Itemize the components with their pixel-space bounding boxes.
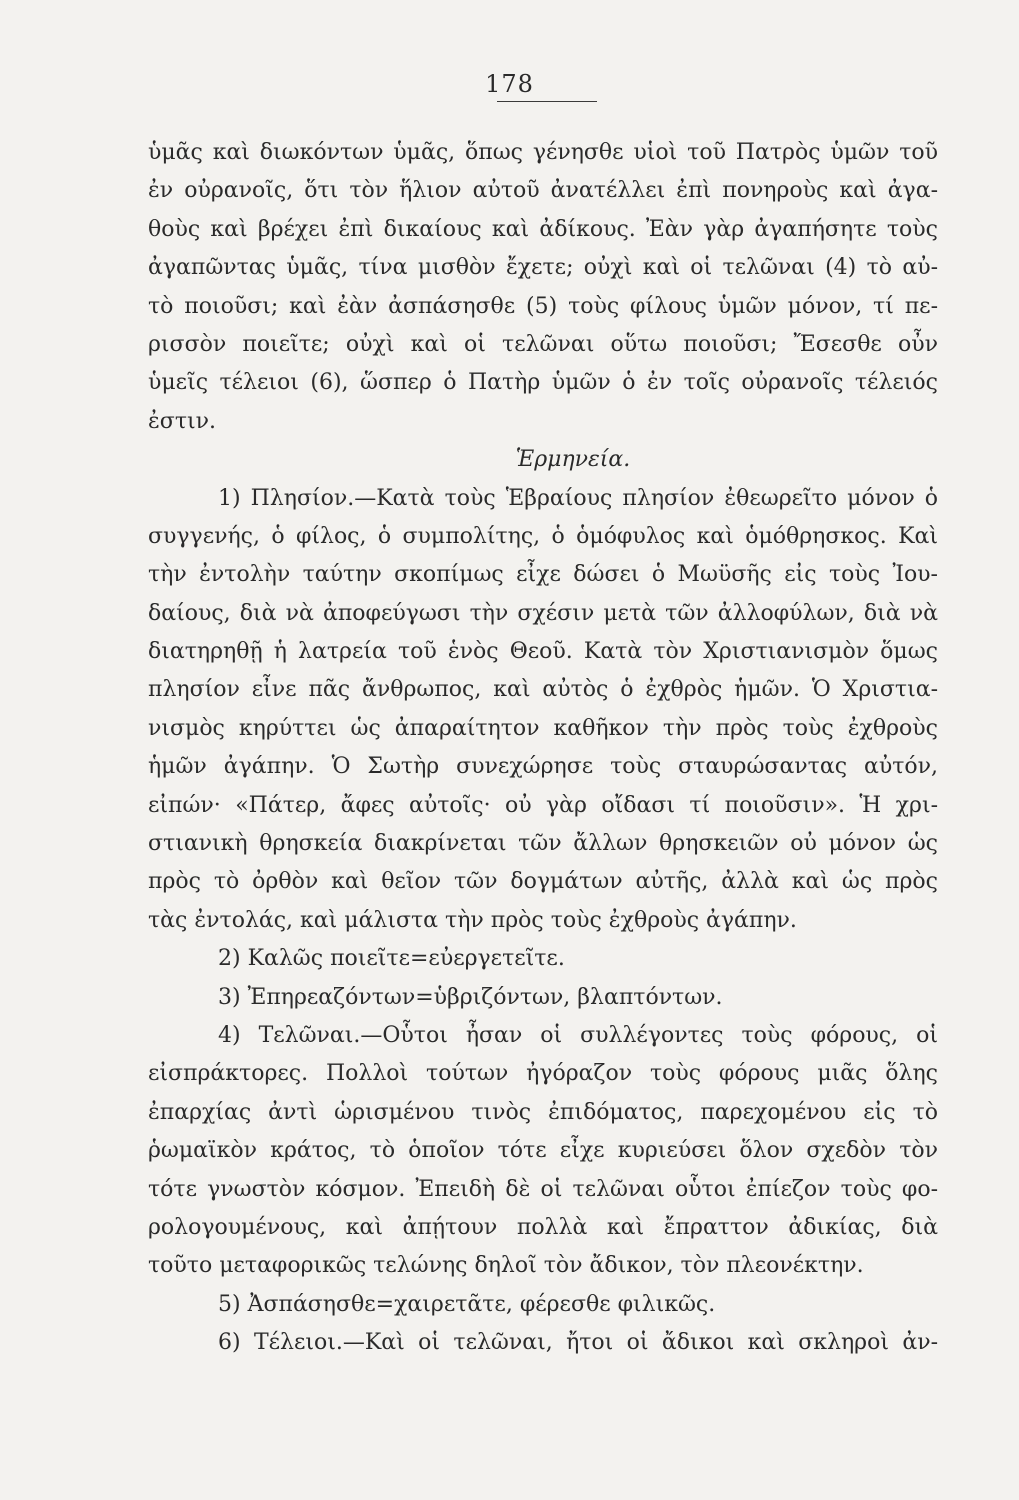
text-line: 6) Τέλειοι.—Καὶ οἱ τελῶναι, ἤτοι οἱ ἄδικοι καὶ σκληροὶ ἀν- bbox=[218, 1330, 938, 1356]
text-line: νισμὸς κηρύττει ὡς ἀπαραίτητον καθῆκον τὴν πρὸς τοὺς ἐχθροὺς bbox=[148, 715, 938, 741]
text-line: τὴν ἐντολὴν ταύτην σκοπίμως εἶχε δώσει ὁ Μωϋσῆς εἰς τοὺς Ἰου- bbox=[148, 562, 938, 588]
text-line: ἡμῶν ἀγάπην. Ὁ Σωτὴρ συνεχώρησε τοὺς σταυρώσαντας αὐτόν, bbox=[148, 754, 938, 780]
text-line: πλησίον εἶνε πᾶς ἄνθρωπος, καὶ αὐτὸς ὁ ἐχθρὸς ἡμῶν. Ὁ Χριστια- bbox=[148, 677, 938, 703]
text-line: εἰσπράκτορες. Πολλοὶ τούτων ἠγόραζον τοὺς φόρους μιᾶς ὅλης bbox=[148, 1061, 938, 1087]
text-line: τὸ ποιοῦσι; καὶ ἐὰν ἀσπάσησθε (5) τοὺς φίλους ὑμῶν μόνον, τί πε- bbox=[148, 293, 938, 319]
text-line: 1) Πλησίον.—Κατὰ τοὺς Ἑβραίους πλησίον ἐθεωρεῖτο μόνον ὁ bbox=[218, 485, 938, 511]
text-line: ἐπαρχίας ἀντὶ ὡρισμένου τινὸς ἐπιδόματος, παρεχομένου εἰς τὸ bbox=[148, 1099, 938, 1125]
text-line: δαίους, διὰ νὰ ἀποφεύγωσι τὴν σχέσιν μετὰ τῶν ἀλλοφύλων, διὰ νὰ bbox=[148, 600, 938, 626]
page-number: 178 bbox=[485, 70, 534, 98]
text-line: πρὸς τὸ ὀρθὸν καὶ θεῖον τῶν δογμάτων αὐτῆς, ἀλλὰ καὶ ὡς πρὸς bbox=[148, 869, 938, 895]
text-line: θοὺς καὶ βρέχει ἐπὶ δικαίους καὶ ἀδίκους. Ἐὰν γὰρ ἀγαπήσητε τοὺς bbox=[148, 216, 938, 242]
text-line: διατηρηθῇ ἡ λατρεία τοῦ ἑνὸς Θεοῦ. Κατὰ τὸν Χριστιανισμὸν ὅμως bbox=[148, 639, 938, 665]
section-heading: Ἑρμηνεία. bbox=[515, 447, 631, 473]
text-line: ἀγαπῶντας ὑμᾶς, τίνα μισθὸν ἔχετε; οὐχὶ καὶ οἱ τελῶναι (4) τὸ αὐ- bbox=[148, 255, 938, 281]
text-line: 2) Καλῶς ποιεῖτε=εὐεργετεῖτε. bbox=[218, 946, 565, 972]
text-line: τὰς ἐντολάς, καὶ μάλιστα τὴν πρὸς τοὺς ἐχθροὺς ἀγάπην. bbox=[148, 907, 797, 933]
page-number-rule bbox=[497, 101, 597, 102]
text-line: ὑμᾶς καὶ διωκόντων ὑμᾶς, ὅπως γένησθε υἱοὶ τοῦ Πατρὸς ὑμῶν τοῦ bbox=[148, 140, 938, 165]
text-line: τότε γνωστὸν κόσμον. Ἐπειδὴ δὲ οἱ τελῶναι οὗτοι ἐπίεζον τοὺς φο- bbox=[148, 1176, 938, 1202]
body-text bbox=[148, 134, 938, 1363]
text-line: 3) Ἐπηρεαζόντων=ὑβριζόντων, βλαπτόντων. bbox=[218, 984, 723, 1010]
text-line: ἐν οὐρανοῖς, ὅτι τὸν ἥλιον αὐτοῦ ἀνατέλλει ἐπὶ πονηροὺς καὶ ἀγα- bbox=[148, 178, 938, 204]
text-line: εἰπών· «Πάτερ, ἄφες αὐτοῖς· οὐ γὰρ οἴδασι τί ποιοῦσιν». Ἡ χρι- bbox=[148, 792, 938, 818]
text-line: ῥωμαϊκὸν κράτος, τὸ ὁποῖον τότε εἶχε κυριεύσει ὅλον σχεδὸν τὸν bbox=[148, 1138, 938, 1164]
text-line: τοῦτο μεταφορικῶς τελώνης δηλοῖ τὸν ἄδικον, τὸν πλεονέκτην. bbox=[148, 1253, 864, 1279]
text-line: 5) Ἀσπάσησθε=χαιρετᾶτε, φέρεσθε φιλικῶς. bbox=[218, 1291, 716, 1317]
text-line: ρολογουμένους, καὶ ἀπῄτουν πολλὰ καὶ ἔπραττον ἀδικίας, διὰ bbox=[148, 1214, 938, 1240]
text-line: 4) Τελῶναι.—Οὗτοι ἦσαν οἱ συλλέγοντες τοὺς φόρους, οἱ bbox=[218, 1022, 938, 1048]
text-line: ἐστιν. bbox=[148, 408, 216, 434]
text-line: συγγενής, ὁ φίλος, ὁ συμπολίτης, ὁ ὁμόφυλος καὶ ὁμόθρησκος. Καὶ bbox=[148, 523, 938, 549]
text-line: ὑμεῖς τέλειοι (6), ὥσπερ ὁ Πατὴρ ὑμῶν ὁ ἐν τοῖς οὐρανοῖς τέλειός bbox=[148, 370, 938, 396]
text-line: ρισσὸν ποιεῖτε; οὐχὶ καὶ οἱ τελῶναι οὕτω ποιοῦσι; Ἔσεσθε οὖν bbox=[148, 331, 938, 357]
text-line: στιανικὴ θρησκεία διακρίνεται τῶν ἄλλων θρησκειῶν οὐ μόνον ὡς bbox=[148, 831, 938, 857]
